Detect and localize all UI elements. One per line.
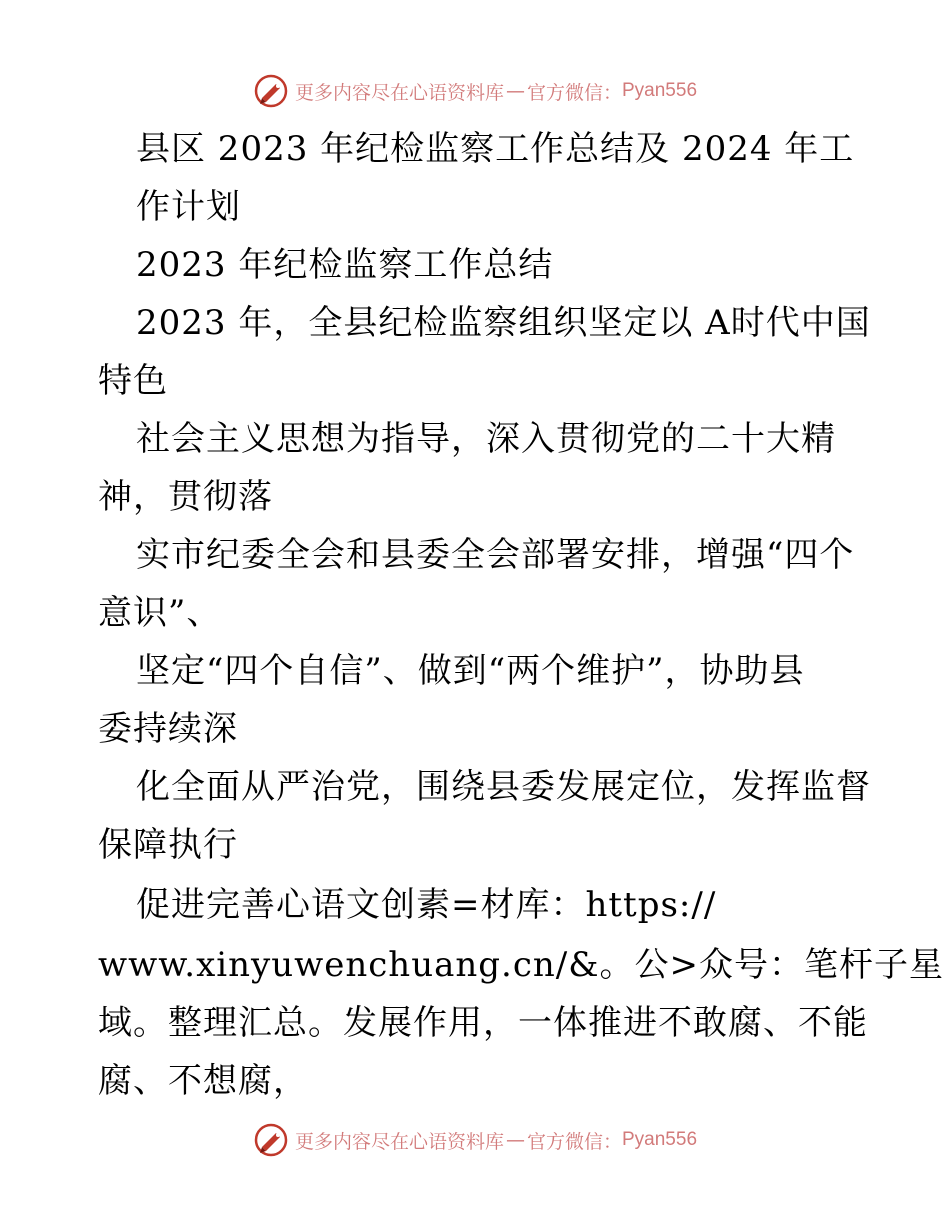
footer-watermark (0, 1120, 950, 1160)
doc-subtitle: 2023 年纪检监察工作总结 (136, 245, 554, 285)
doc-title-line-1: 县区 2023 年纪检监察工作总结及 2024 年工 (136, 129, 855, 169)
paragraph-line: 促进完善心语文创素=材库：https:// (136, 885, 717, 925)
paragraph-line: 保障执行 (98, 825, 238, 865)
pen-logo-icon (253, 73, 289, 109)
paragraph-line: 域。整理汇总。发展作用，一体推进不敢腐、不能 (98, 1003, 868, 1043)
pen-logo-icon (253, 1122, 289, 1158)
paragraph-line: 坚定“四个自信”、做到“两个维护”，协助县 (136, 651, 805, 691)
watermark-separator: — (505, 1129, 525, 1151)
watermark-channel-text: 官方微信： (526, 1130, 622, 1153)
doc-title-line-2: 作计划 (136, 187, 241, 227)
watermark-main-text: 更多内容尽在心语资料库 (294, 81, 504, 104)
paragraph-line: 意识”、 (98, 593, 222, 633)
watermark-account-id: Pyan556 (622, 1129, 698, 1150)
paragraph-line: 社会主义思想为指导，深入贯彻党的二十大精 (136, 419, 836, 459)
paragraph-line: 腐、不想腐， (98, 1061, 308, 1101)
paragraph-line: 化全面从严治党，围绕县委发展定位，发挥监督 (136, 767, 871, 807)
paragraph-line: www.xinyuwenchuang.cn/&。公>众号：笔杆子星 (98, 945, 944, 985)
paragraph-line: 神，贯彻落 (98, 477, 273, 517)
paragraph-line: 2023 年，全县纪检监察组织坚定以 A时代中国 (136, 303, 871, 343)
header-watermark (0, 71, 950, 111)
paragraph-line: 特色 (98, 361, 168, 401)
watermark-account-id: Pyan556 (622, 80, 698, 101)
watermark-main-text: 更多内容尽在心语资料库 (294, 1130, 504, 1153)
paragraph-line: 委持续深 (98, 709, 238, 749)
paragraph-line: 实市纪委全会和县委全会部署安排，增强“四个 (136, 535, 855, 575)
watermark-separator: — (505, 80, 525, 102)
watermark-channel-text: 官方微信： (526, 81, 622, 104)
